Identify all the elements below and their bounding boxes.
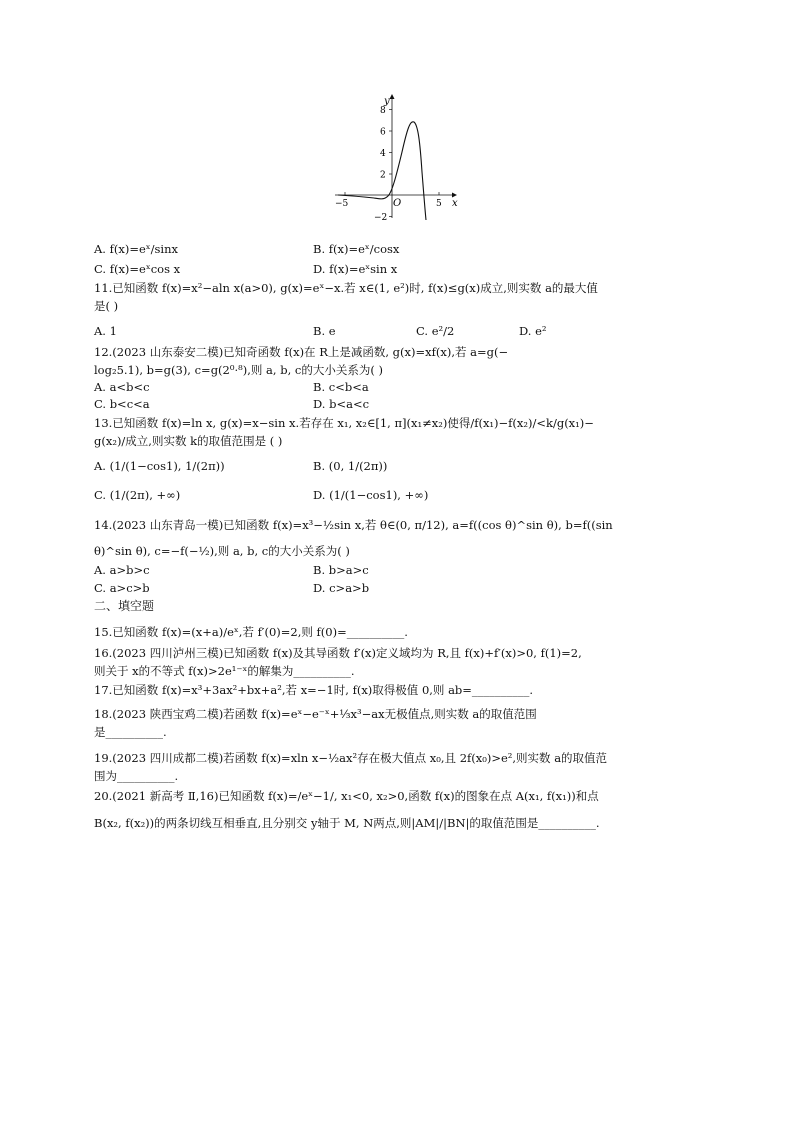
y-tick-2: 2 [380, 170, 386, 181]
q12-options-row2 [94, 397, 370, 411]
q14-option-c[interactable]: C. a>c>b [94, 581, 150, 595]
y-tick-8: 8 [380, 106, 386, 116]
q16-line1: 16.(2023 四川泸州三模)已知函数 f(x)及其导函数 f′(x)定义域均为 R,且 f(x)+f′(x)>0, f(1)=2, [94, 646, 582, 660]
q14-option-d[interactable]: D. c>a>b [313, 581, 370, 595]
q12-option-d[interactable]: D. b<a<c [313, 397, 370, 411]
q12-stem-cont: log₂5.1), b=g(3), c=g(2⁰·⁸),则 a, b, c的大小关系为( ) [94, 363, 383, 377]
q12-option-c[interactable]: C. b<c<a [94, 397, 150, 411]
q11-options [94, 324, 547, 338]
q15: 15.已知函数 f(x)=(x+a)/eˣ,若 f′(0)=2,则 f(0)=__________. [94, 625, 408, 639]
q19-line1: 19.(2023 四川成都二模)若函数 f(x)=xln x−½ax²存在极大值点 x₀,且 2f(x₀)>e²,则实数 a的取值范 [94, 751, 608, 765]
q14-stem: 14.(2023 山东青岛一模)已知函数 f(x)=x³−½sin x,若 θ∈(0, π/12), a=f((cos θ)^sin θ), b=f((sin [94, 518, 613, 532]
q12-option-a[interactable]: A. a<b<c [94, 380, 150, 394]
function-graph [330, 92, 465, 222]
q10-options-row1 [94, 242, 400, 256]
y-axis-label: y [384, 96, 390, 107]
q11-stem-cont: 是( ) [94, 299, 119, 313]
q13-stem: 13.已知函数 f(x)=ln x, g(x)=x−sin x.若存在 x₁, x₂∈[1, π](x₁≠x₂)使得/f(x₁)−f(x₂)/<k/g(x₁)− [94, 416, 594, 430]
q11-option-b[interactable]: B. e [313, 324, 336, 338]
q10-option-d[interactable]: D. f(x)=eˣsin x [313, 262, 398, 276]
y-tick-neg2: −2 [374, 213, 388, 222]
q13-option-a[interactable]: A. (1/(1−cos1), 1/(2π)) [94, 459, 225, 473]
q16-line2: 则关于 x的不等式 f(x)>2e¹⁻ˣ的解集为__________. [94, 664, 355, 678]
q11-option-d[interactable]: D. e² [519, 324, 547, 338]
q13-options-row2 [94, 488, 429, 502]
q10-options-row2 [94, 262, 398, 276]
q11-option-c[interactable]: C. e²/2 [416, 324, 455, 338]
origin-label: O [393, 198, 402, 209]
q13-option-c[interactable]: C. (1/(2π), +∞) [94, 488, 181, 502]
y-tick-6: 6 [380, 127, 386, 138]
section-heading-fill-in: 二、填空题 [94, 599, 155, 613]
x-axis-label: x [452, 198, 458, 209]
q12-stem: 12.(2023 山东泰安二模)已知奇函数 f(x)在 R上是减函数, g(x)=xf(x),若 a=g(− [94, 345, 509, 359]
x-tick-neg5: −5 [335, 199, 349, 209]
q14-option-b[interactable]: B. b>a>c [313, 563, 369, 577]
q12-option-b[interactable]: B. c<b<a [313, 380, 369, 394]
q13-options-row1 [94, 459, 388, 473]
q12-options-row1 [94, 380, 369, 394]
y-axis-arrow-icon [390, 94, 395, 99]
q11-stem: 11.已知函数 f(x)=x²−aln x(a>0), g(x)=eˣ−x.若 x∈(1, e²)时, f(x)≤g(x)成立,则实数 a的最大值 [94, 281, 598, 295]
q13-stem-cont: g(x₂)/成立,则实数 k的取值范围是 ( ) [94, 434, 283, 448]
q20-line1: 20.(2021 新高考 Ⅱ,16)已知函数 f(x)=/eˣ−1/, x₁<0, x₂>0,函数 f(x)的图象在点 A(x₁, f(x₁))和点 [94, 789, 599, 803]
q14-options-row1 [94, 563, 369, 577]
x-axis-arrow-icon [452, 193, 457, 198]
q14-options-row2 [94, 581, 370, 595]
q18-line2: 是__________. [94, 725, 167, 739]
q11-option-a[interactable]: A. 1 [94, 324, 117, 338]
y-tick-4: 4 [380, 149, 386, 159]
x-tick-5: 5 [436, 199, 442, 209]
q10-option-a[interactable]: A. f(x)=eˣ/sinx [94, 242, 178, 256]
q10-option-b[interactable]: B. f(x)=eˣ/cosx [313, 242, 400, 256]
q18-line1: 18.(2023 陕西宝鸡二模)若函数 f(x)=eˣ−e⁻ˣ+⅓x³−ax无极值点,则实数 a的取值范围 [94, 707, 537, 721]
q13-option-d[interactable]: D. (1/(1−cos1), +∞) [313, 488, 429, 502]
q13-option-b[interactable]: B. (0, 1/(2π)) [313, 459, 388, 473]
q17: 17.已知函数 f(x)=x³+3ax²+bx+a²,若 x=−1时, f(x)取得极值 0,则 ab=__________. [94, 683, 534, 697]
q10-option-c[interactable]: C. f(x)=eˣcos x [94, 262, 181, 276]
q14-stem-cont: θ)^sin θ), c=−f(−½),则 a, b, c的大小关系为( ) [94, 544, 350, 558]
q20-line2: B(x₂, f(x₂))的两条切线互相垂直,且分别交 y轴于 M, N两点,则|AM|/|BN|的取值范围是__________. [94, 816, 600, 830]
q19-line2: 围为__________. [94, 769, 179, 783]
q14-option-a[interactable]: A. a>b>c [94, 563, 150, 577]
